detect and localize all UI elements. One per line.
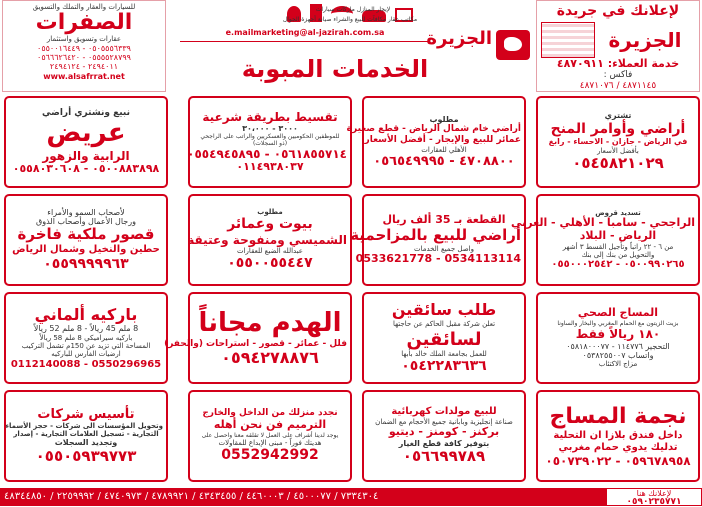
ad-r4c4 bbox=[536, 390, 700, 482]
ad-line: المساحة التي تزيد عن 150م تشمل التركيب bbox=[21, 342, 151, 351]
ad-line: مطلوب bbox=[429, 114, 459, 124]
ad-line: لأصحاب السمو والأمراء bbox=[47, 207, 125, 217]
ad-line: باركيه سيراميكي 8 ملم 58 ريالاً bbox=[39, 333, 133, 342]
ad-line: الرابية والزهور bbox=[42, 149, 130, 164]
header-email: e.mailmarketing@al-jazirah.com.sa bbox=[225, 28, 385, 37]
ad-line: واصل جميع الخدمات bbox=[414, 244, 474, 253]
ad-line: صناعة إنجليزية وبابانية جميع الأحجام مع الضمان bbox=[375, 417, 513, 426]
header-left-ad bbox=[2, 0, 166, 92]
header-tags-top2: مكاتب عقار مكافآت للبيع والشراء صيانة أجهزة الجوال bbox=[282, 16, 418, 23]
ad-line: ٣٠٠٠ - ٣٠،٠٠٠ bbox=[242, 123, 298, 133]
ad-line: تأسيس شركات bbox=[37, 406, 135, 422]
ad-line: ٠٥٤٢٢٨٣٦٣٦ bbox=[401, 358, 487, 375]
footer-phone-strip: ٧٣٣٤٣٠٤ / ٤٥٠٠٠٧٧ / ٤٤٦٠٠٠٣ / ٤٣٤٣٤٥٥ / ٤٧٨٩٩٢١ / ٤٧٤٠٩٧٣ / ٢٢٥٩٩٩٢ / ٤٨٣٤٤٨٥٠ bbox=[4, 491, 379, 502]
ad-line: داخل فندق بلازا ان التحلية bbox=[553, 430, 683, 442]
ad-line: بركنز - كومنز - ديتيو bbox=[388, 424, 500, 438]
ad-line: ٠٥٥٠٥٩٣٩٧٧٣ bbox=[35, 446, 137, 465]
ad-line: الرياض - البلاد bbox=[579, 228, 657, 242]
ad-line: ارضيات الفارس للباركيه bbox=[51, 350, 121, 359]
ad-line: واتساب ٠٥٣٨٢٥٥٠٠٧ bbox=[582, 350, 654, 360]
header-right-ad bbox=[536, 0, 700, 92]
header-right-line1: لإعلانك في جريدة bbox=[556, 3, 680, 19]
ad-r3c2 bbox=[164, 292, 352, 384]
footer-ad-text: لإعلانك هنا bbox=[636, 489, 672, 498]
header-brand-text: الجزيرة bbox=[426, 28, 492, 49]
ad-line: نجدد منزلك من الداخل والخارج bbox=[202, 408, 338, 419]
ad-r1c1 bbox=[4, 96, 168, 188]
ad-line: طلب سائقين bbox=[391, 300, 497, 320]
ad-line: ٤٧٠٨٨٠٠ - ٠٥٦٥٤٩٩٩٥ bbox=[373, 153, 515, 169]
header-left-line2: عقارات وتسويق واستثمار bbox=[46, 35, 122, 44]
ad-line: للبيع مولدات كهربائية bbox=[391, 405, 497, 417]
footer-ad-box bbox=[606, 488, 702, 506]
ad-line: أراضي للبيع بالمزاحمية bbox=[350, 226, 521, 245]
ad-r1c4 bbox=[536, 96, 700, 188]
ad-line: تقسيط بطريقة شرعية bbox=[202, 109, 338, 124]
ad-line: ٠١١٤٩٣٨٠٣٧ bbox=[236, 160, 304, 174]
ad-line: تعلن شركة مقبل الحاكم عن حاجتها bbox=[392, 320, 496, 329]
ad-line: ٠٥٥٩٩٩٩٩٦٣ bbox=[43, 255, 129, 272]
ad-line: ١٨٠ ريالاً فقط bbox=[575, 327, 661, 342]
ad-line: وتجديد السجلات bbox=[54, 438, 118, 448]
header-right-brand: الجزيرة bbox=[608, 27, 682, 52]
header-tags-top: لإيجار المنازل ماركات سيارات bbox=[315, 6, 391, 13]
ad-line: بتوفير كافة قطع الغيار bbox=[398, 438, 490, 448]
ad-line: والتحويل من بنك إلى بنك bbox=[581, 251, 655, 260]
ad-r1c2 bbox=[188, 96, 352, 188]
ad-line: وتحويل المؤسسات الى شركات - حجز الأسماء bbox=[5, 421, 163, 430]
ad-line: ورجال الأعمال وأصحاب الذوق bbox=[36, 217, 136, 226]
ad-r2c4 bbox=[511, 194, 700, 286]
ad-line: ٠٥٦٦٩٩٧٨٩ bbox=[402, 447, 486, 466]
footer-bar bbox=[0, 488, 702, 506]
ad-line: ٠٥٠٠٨٨٣٨٩٨ - ٠٥٥٨٠٣٠٦٠٨ bbox=[12, 162, 160, 176]
ad-line: 0552942992 bbox=[221, 447, 319, 464]
ad-line: 0534113114 - 0533621778 bbox=[355, 251, 521, 265]
ad-line: فلل - عمائر - قصور - استراحات (والحفر) bbox=[164, 338, 347, 349]
ad-line: عبدالله الضبع للعقارات bbox=[237, 247, 303, 256]
ad-line: بأفضل الأسعار bbox=[597, 146, 639, 155]
ad-line: الراجحي - سامبا - الأهلي - العربي bbox=[511, 216, 695, 229]
ad-line: تسديد قروض bbox=[595, 208, 641, 217]
ad-r3c4 bbox=[536, 292, 700, 384]
header-right-service: خدمة العملاء: ٤٨٧٠٩١١ bbox=[556, 56, 680, 70]
ad-line: للعمل بجامعة الملك خالد بأبها bbox=[401, 349, 487, 358]
ad-r4c2 bbox=[188, 390, 352, 482]
ad-r4c3 bbox=[362, 390, 526, 482]
ad-line: 8 ملم 45 ريالاً - 8 ملم 52 ريالاً bbox=[33, 324, 139, 334]
ad-line: القطعة بـ 35 ألف ريال bbox=[382, 213, 506, 227]
ad-line: الترميم فن نحن أهله bbox=[213, 417, 327, 431]
ad-line: ٠٥٥٠٠٥٥٤٤٧ bbox=[227, 255, 313, 272]
ad-r4c1 bbox=[4, 390, 168, 482]
ad-line: ٠٥٤٥٨٢١٠٢٩ bbox=[572, 153, 664, 172]
ad-line: حطين والنخيل وشمال الرياض bbox=[12, 244, 160, 256]
ad-r1c3 bbox=[346, 96, 526, 188]
ad-line: بزيت الزيتون مع الحمام المغربي والبخار والساونا bbox=[557, 320, 679, 328]
header-left-phones3: ٢٤٩٤٠١١ - ٢٤٩٤١٢٤ bbox=[49, 62, 119, 72]
ad-line: نبيع ونشتري أراضي bbox=[42, 107, 130, 118]
ad-line: التحجير ١١٤٧٧٦ - ٠٥٨١٨٠٠٠٧٧ bbox=[566, 341, 670, 351]
ad-line: عمائر للبيع والإيجار - أفضل الأسعار bbox=[364, 134, 521, 145]
header-right-fax: ٤٨٧١١٤٥ / ٤٨٧١٠٧٦ bbox=[579, 81, 657, 92]
footer-ad-phone: ٠٥٩٠٢٣٥٧٧١ bbox=[626, 497, 682, 507]
ad-line: 0550296965 - 0112140088 bbox=[10, 358, 162, 370]
saudi-map-icon bbox=[496, 30, 530, 60]
ad-line: ٠٥٩٤٢٧٨٨٧٦ bbox=[221, 348, 319, 368]
header-left-line1: للسيارات والعقار والتملك والتسويق bbox=[32, 3, 136, 11]
ad-line: تشتري bbox=[604, 111, 632, 121]
header-left-title: الصفرات bbox=[35, 10, 133, 36]
ad-line: ٠٥٩٦٧٨٩٥٨ - ٠٥٠٧٣٩٠٢٢ bbox=[545, 453, 691, 468]
ad-line: أراضي وأوامر المنح bbox=[550, 120, 686, 137]
ad-r2c3 bbox=[350, 194, 526, 286]
ad-line: في الرياض - جازان - الاحساء - رابغ bbox=[548, 137, 688, 147]
ad-line: نجمة المساج bbox=[549, 404, 687, 430]
ad-line: للموظفين الحكوميين والعسكريين والراتب على الراجحي bbox=[200, 133, 340, 141]
ad-line: لسائقين bbox=[406, 328, 482, 350]
header-left-site: www.alsafrrat.net bbox=[43, 71, 125, 81]
header-left-phones2: ٠٥٥٥٥٢٨٧٩٩ - ٠٥٦٦٦٢٦٤٢٠ bbox=[37, 52, 131, 62]
ad-line: الشميسي ومنفوحة وعتيقة bbox=[187, 232, 347, 247]
ad-r2c1 bbox=[4, 194, 168, 286]
header-left-phones1: ٠٥٠٥٥٥٦٣٣٩ - ٠٥٥٠٠١٦٤٤٩ bbox=[37, 43, 131, 53]
ad-line: هديتك فوراً - مبنى الإبداع للمقاولات bbox=[218, 438, 322, 447]
ad-line: أراضي خام شمال الرياض - قطع صغيرة bbox=[346, 124, 521, 135]
ad-line: ٠٥٠٠٩٩٠٢٦٥ - ٠٥٥٠٠٠٢٥٤٢ bbox=[551, 259, 685, 271]
header-title: الخدمات المبوبة bbox=[241, 55, 429, 83]
ad-r3c1 bbox=[4, 292, 168, 384]
ad-line: المساج الصحي bbox=[577, 306, 659, 320]
newspaper-icon bbox=[541, 22, 595, 58]
ad-line: الهدم مجاناً bbox=[198, 307, 342, 338]
ad-line: التجارية - تسجيل العلامات التجارية - إصدار bbox=[13, 430, 159, 439]
ad-line: يوجد لدينا أشراف على العمل لا تقلقه معنا واحصل على bbox=[201, 431, 339, 439]
ad-line: مطلوب bbox=[257, 208, 283, 217]
header-right-fax-label: فاكس : bbox=[603, 70, 633, 81]
header-email-bar bbox=[180, 28, 430, 42]
ad-r3c3 bbox=[362, 292, 526, 384]
ad-line: تدليك يدوي حمام مغربي bbox=[558, 441, 678, 453]
ad-r2c2 bbox=[188, 194, 352, 286]
ad-line: مزاج الاكتئاب bbox=[598, 360, 638, 369]
ad-line: الأهلي للعقارات bbox=[421, 145, 467, 154]
ad-line: باركيه ألماني bbox=[34, 304, 138, 324]
ad-line: (ذو السجلات) bbox=[252, 140, 288, 148]
ad-line: بيوت وعمائر bbox=[227, 216, 313, 233]
header-center bbox=[170, 0, 532, 92]
ad-line: ٠٥٦١٨٥٥٧١٤ - ٠٥٥٤٩٤٥٨٩٥ bbox=[187, 147, 347, 162]
ad-line: من ٦ - ٢٢ راتباً وتأجيل القسط ٣ أشهر bbox=[562, 242, 674, 251]
ad-line: عريض bbox=[46, 118, 126, 149]
ad-line: قصور ملكية فاخرة bbox=[17, 225, 155, 244]
